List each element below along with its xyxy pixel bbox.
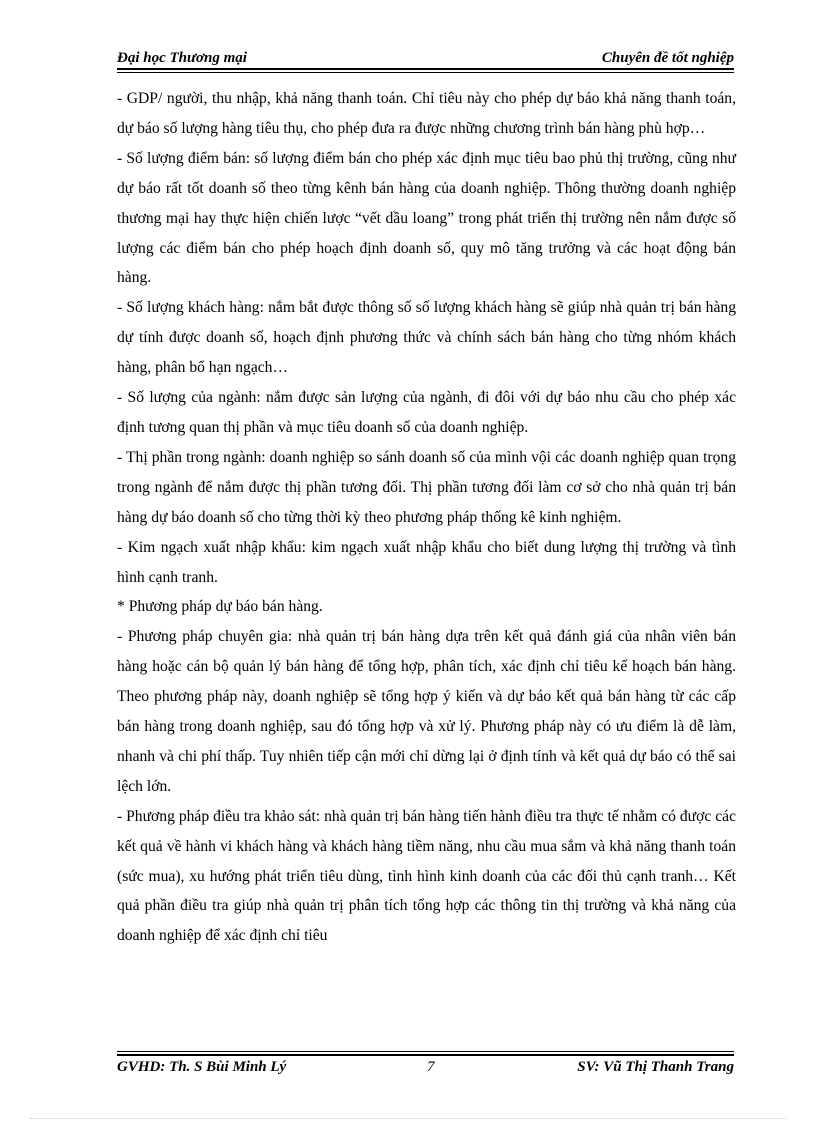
paragraph-market-share: - Thị phần trong ngành: doanh nghiệp so sánh doanh số của mình vội các doanh nghiệp quan trọng trong ngành để nắm được thị phần tương đối. Thị phần tương đối làm cơ sở cho nhà quản trị bán hàng dự báo doanh số cho từng thời kỳ theo phương pháp thống kê kinh nghiệm. xyxy=(117,448,736,526)
paragraph-survey-method: - Phương pháp điều tra khảo sát: nhà quản trị bán hàng tiến hành điều tra thực tế nhằm có được các kết quả về hành vi khách hàng và khách hàng tiềm năng, nhu cầu mua sắm và khả năng thanh toán (sức mua), xu hướng phát triển tiêu dùng, tình hình kinh doanh của các đối thủ cạnh tranh… Kết quả phần điều tra giúp nhà quản trị phân tích tổng hợp các thông tin thị trường và khả năng của doanh nghiệp để xác định chỉ tiêu xyxy=(117,807,736,945)
footer-rule xyxy=(117,1054,734,1056)
page-number: 7 xyxy=(427,1059,435,1075)
paragraph-expert-method: - Phương pháp chuyên gia: nhà quản trị bán hàng dựa trên kết quả đánh giá của nhân viên bán hàng hoặc cán bộ quản lý bán hàng để tổng hợp, phân tích, xác định chỉ tiêu kế hoạch bán hàng. Theo phương pháp này, doanh nghiệp sẽ tổng hợp ý kiến và dự báo kết quả bán hàng từ các cấp bán hàng trong doanh nghiệp, sau đó tổng hợp và xử lý. Phương pháp này có ưu điểm là dễ làm, nhanh và chi phí thấp. Tuy nhiên tiếp cận mới chỉ dừng lại ở định tính và kết quả dự báo có thể sai lệch lớn. xyxy=(117,628,736,795)
header-university: Đại học Thương mại xyxy=(117,50,247,66)
section-heading-forecast-methods: * Phương pháp dự báo bán hàng. xyxy=(117,598,323,616)
header-rule xyxy=(117,68,734,70)
page-bottom-edge xyxy=(30,1118,786,1119)
page-header xyxy=(117,48,734,72)
paragraph-industry-volume: - Số lượng của ngành: nắm được sản lượng của ngành, đi đôi với dự báo nhu cầu cho phép xác định tương quan thị phần và mục tiêu doanh số của doanh nghiệp. xyxy=(117,389,736,436)
header-rule-thin xyxy=(117,72,734,73)
footer-student: SV: Vũ Thị Thanh Trang xyxy=(577,1059,734,1075)
footer-rule-thin xyxy=(117,1051,734,1052)
page-footer xyxy=(117,1051,734,1081)
page-body xyxy=(117,84,736,951)
footer-supervisor: GVHD: Th. S Bùi Minh Lý xyxy=(117,1059,287,1075)
header-document-type: Chuyên đề tốt nghiệp xyxy=(601,50,734,66)
paragraph-customers: - Số lượng khách hàng: nắm bắt được thông số số lượng khách hàng sẽ giúp nhà quản trị bán hàng dự tính được doanh số, hoạch định phương thức và chính sách bán hàng cho từng nhóm khách hàng, phân bổ hạn ngạch… xyxy=(117,299,736,377)
paragraph-points-of-sale: - Số lượng điểm bán: số lượng điểm bán cho phép xác định mục tiêu bao phủ thị trường, cũng như dự báo rất tốt doanh số theo từng kênh bán hàng của doanh nghiệp. Thông thường doanh nghiệp thương mại hay thực hiện chiến lược “vết dầu loang” trong phát triển thị trường nên nắm được số lượng các điểm bán cho phép hoạch định doanh số, quy mô tăng trưởng và các hoạt động bán hàng. xyxy=(117,149,736,287)
paragraph-gdp: - GDP/ người, thu nhập, khả năng thanh toán. Chỉ tiêu này cho phép dự báo khả năng thanh toán, dự báo số lượng hàng tiêu thụ, cho phép đưa ra được những chương trình bán hàng phù hợp… xyxy=(117,90,736,137)
paragraph-import-export: - Kim ngạch xuất nhập khẩu: kim ngạch xuất nhập khẩu cho biết dung lượng thị trường và tình hình cạnh tranh. xyxy=(117,538,736,586)
